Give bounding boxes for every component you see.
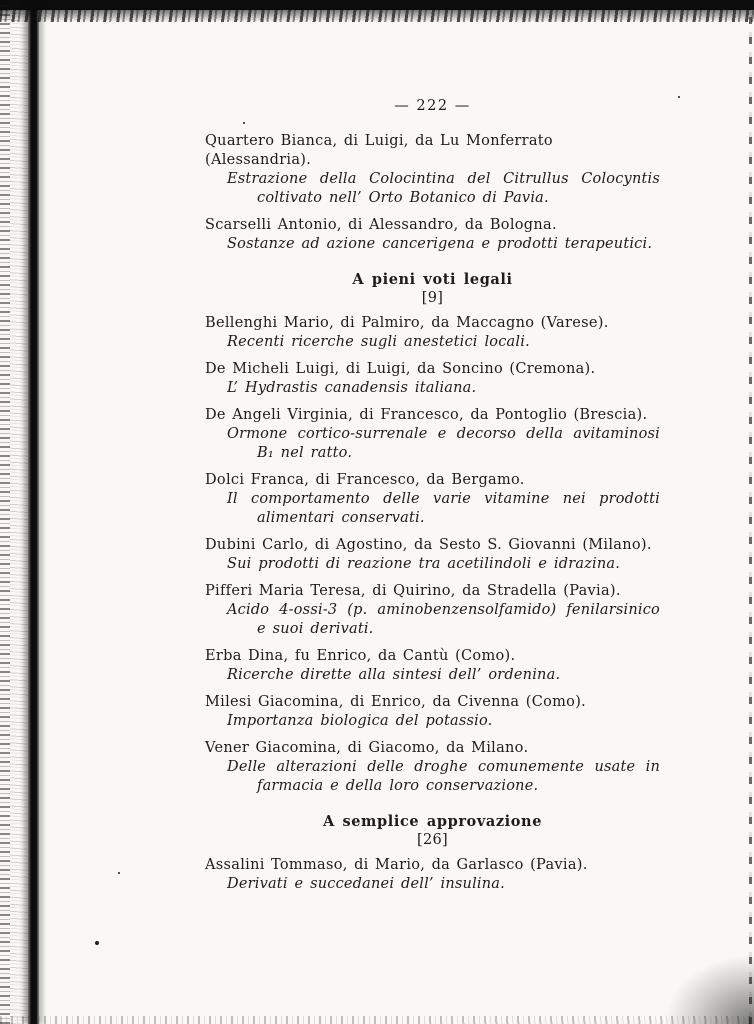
thesis-title: Sostanze ad azione cancerigena e prodotti terapeutici. <box>227 236 653 252</box>
scan-left-speckle <box>10 0 28 1024</box>
scanned-page <box>205 0 660 902</box>
thesis-title: Recenti ricerche sugli anestetici locali. <box>227 334 530 350</box>
thesis-title: Estrazione della Colocintina del Citrullus Colocyntis coltivato nell’ Orto Botanico di Pavia. <box>227 171 660 206</box>
section-count: [9] <box>421 290 444 306</box>
graduate-entry <box>205 360 660 398</box>
graduate-entry <box>205 216 660 254</box>
section-title: A semplice approvazione <box>322 813 543 830</box>
ink-speck <box>95 941 99 945</box>
graduate-name: Milesi Giacomina, di Enrico, da Civenna (Como). <box>205 694 587 710</box>
graduate-name: Assalini Tommaso, di Mario, da Garlasco (Pavia). <box>205 857 588 873</box>
section-entries-semplice-approvazione <box>205 856 660 894</box>
section-title: A pieni voti legali <box>352 271 513 288</box>
graduate-name: De Micheli Luigi, di Luigi, da Soncino (Cremona). <box>205 361 596 377</box>
section-heading-semplice-approvazione <box>205 812 660 850</box>
section-count: [26] <box>417 832 448 848</box>
graduate-name: Quartero Bianca, di Luigi, da Lu Monferrato (Alessandria). <box>205 133 553 168</box>
intro-entries <box>205 132 660 254</box>
graduate-entry <box>205 471 660 528</box>
thesis-title: Ricerche dirette alla sintesi dell’ ordenina. <box>227 667 561 683</box>
scan-corner-noise <box>664 954 754 1024</box>
scan-binding-stripe <box>28 0 39 1024</box>
graduate-entry <box>205 406 660 463</box>
graduate-name: Erba Dina, fu Enrico, da Cantù (Como). <box>205 648 516 664</box>
scan-left-edge <box>0 0 10 1024</box>
thesis-title: Ormone cortico-surrenale e decorso della avitaminosi B₁ nel ratto. <box>227 426 660 461</box>
thesis-title: Derivati e succedanei dell’ insulina. <box>227 876 505 892</box>
graduate-entry <box>205 693 660 731</box>
thesis-title: Acido 4-ossi-3 (p. aminobenzensolfamido) fenilarsinico e suoi derivati. <box>227 602 660 637</box>
graduate-entry <box>205 739 660 796</box>
thesis-title: Sui prodotti di reazione tra acetilindoli e idrazina. <box>227 556 621 572</box>
page-number: — 222 — <box>394 98 471 114</box>
graduate-name: Dubini Carlo, di Agostino, da Sesto S. Giovanni (Milano). <box>205 537 652 553</box>
graduate-name: Dolci Franca, di Francesco, da Bergamo. <box>205 472 525 488</box>
ink-speck <box>118 872 120 874</box>
graduate-entry <box>205 536 660 574</box>
graduate-entry <box>205 582 660 639</box>
graduate-entry <box>205 132 660 208</box>
section-heading-pieni-voti <box>205 270 660 308</box>
thesis-title: L’ Hydrastis canadensis italiana. <box>227 380 477 396</box>
thesis-title: Importanza biologica del potassio. <box>227 713 493 729</box>
graduate-name: Scarselli Antonio, di Alessandro, da Bologna. <box>205 217 557 233</box>
graduate-name: Bellenghi Mario, di Palmiro, da Maccagno (Varese). <box>205 315 609 331</box>
ink-speck <box>678 96 680 98</box>
scan-right-edge <box>749 0 752 1024</box>
graduate-entry <box>205 856 660 894</box>
graduate-name: De Angeli Virginia, di Francesco, da Pontoglio (Brescia). <box>205 407 648 423</box>
scan-bottom-edge <box>0 1016 754 1024</box>
graduate-name: Vener Giacomina, di Giacomo, da Milano. <box>205 740 529 756</box>
graduate-name: Pifferi Maria Teresa, di Quirino, da Stradella (Pavia). <box>205 583 621 599</box>
graduate-entry <box>205 647 660 685</box>
thesis-title: Il comportamento delle varie vitamine nei prodotti alimentari conservati. <box>227 491 660 526</box>
thesis-title: Delle alterazioni delle droghe comunemente usate in farmacia e della loro conservazione. <box>227 759 660 794</box>
graduate-entry <box>205 314 660 352</box>
section-entries-pieni-voti <box>205 314 660 796</box>
